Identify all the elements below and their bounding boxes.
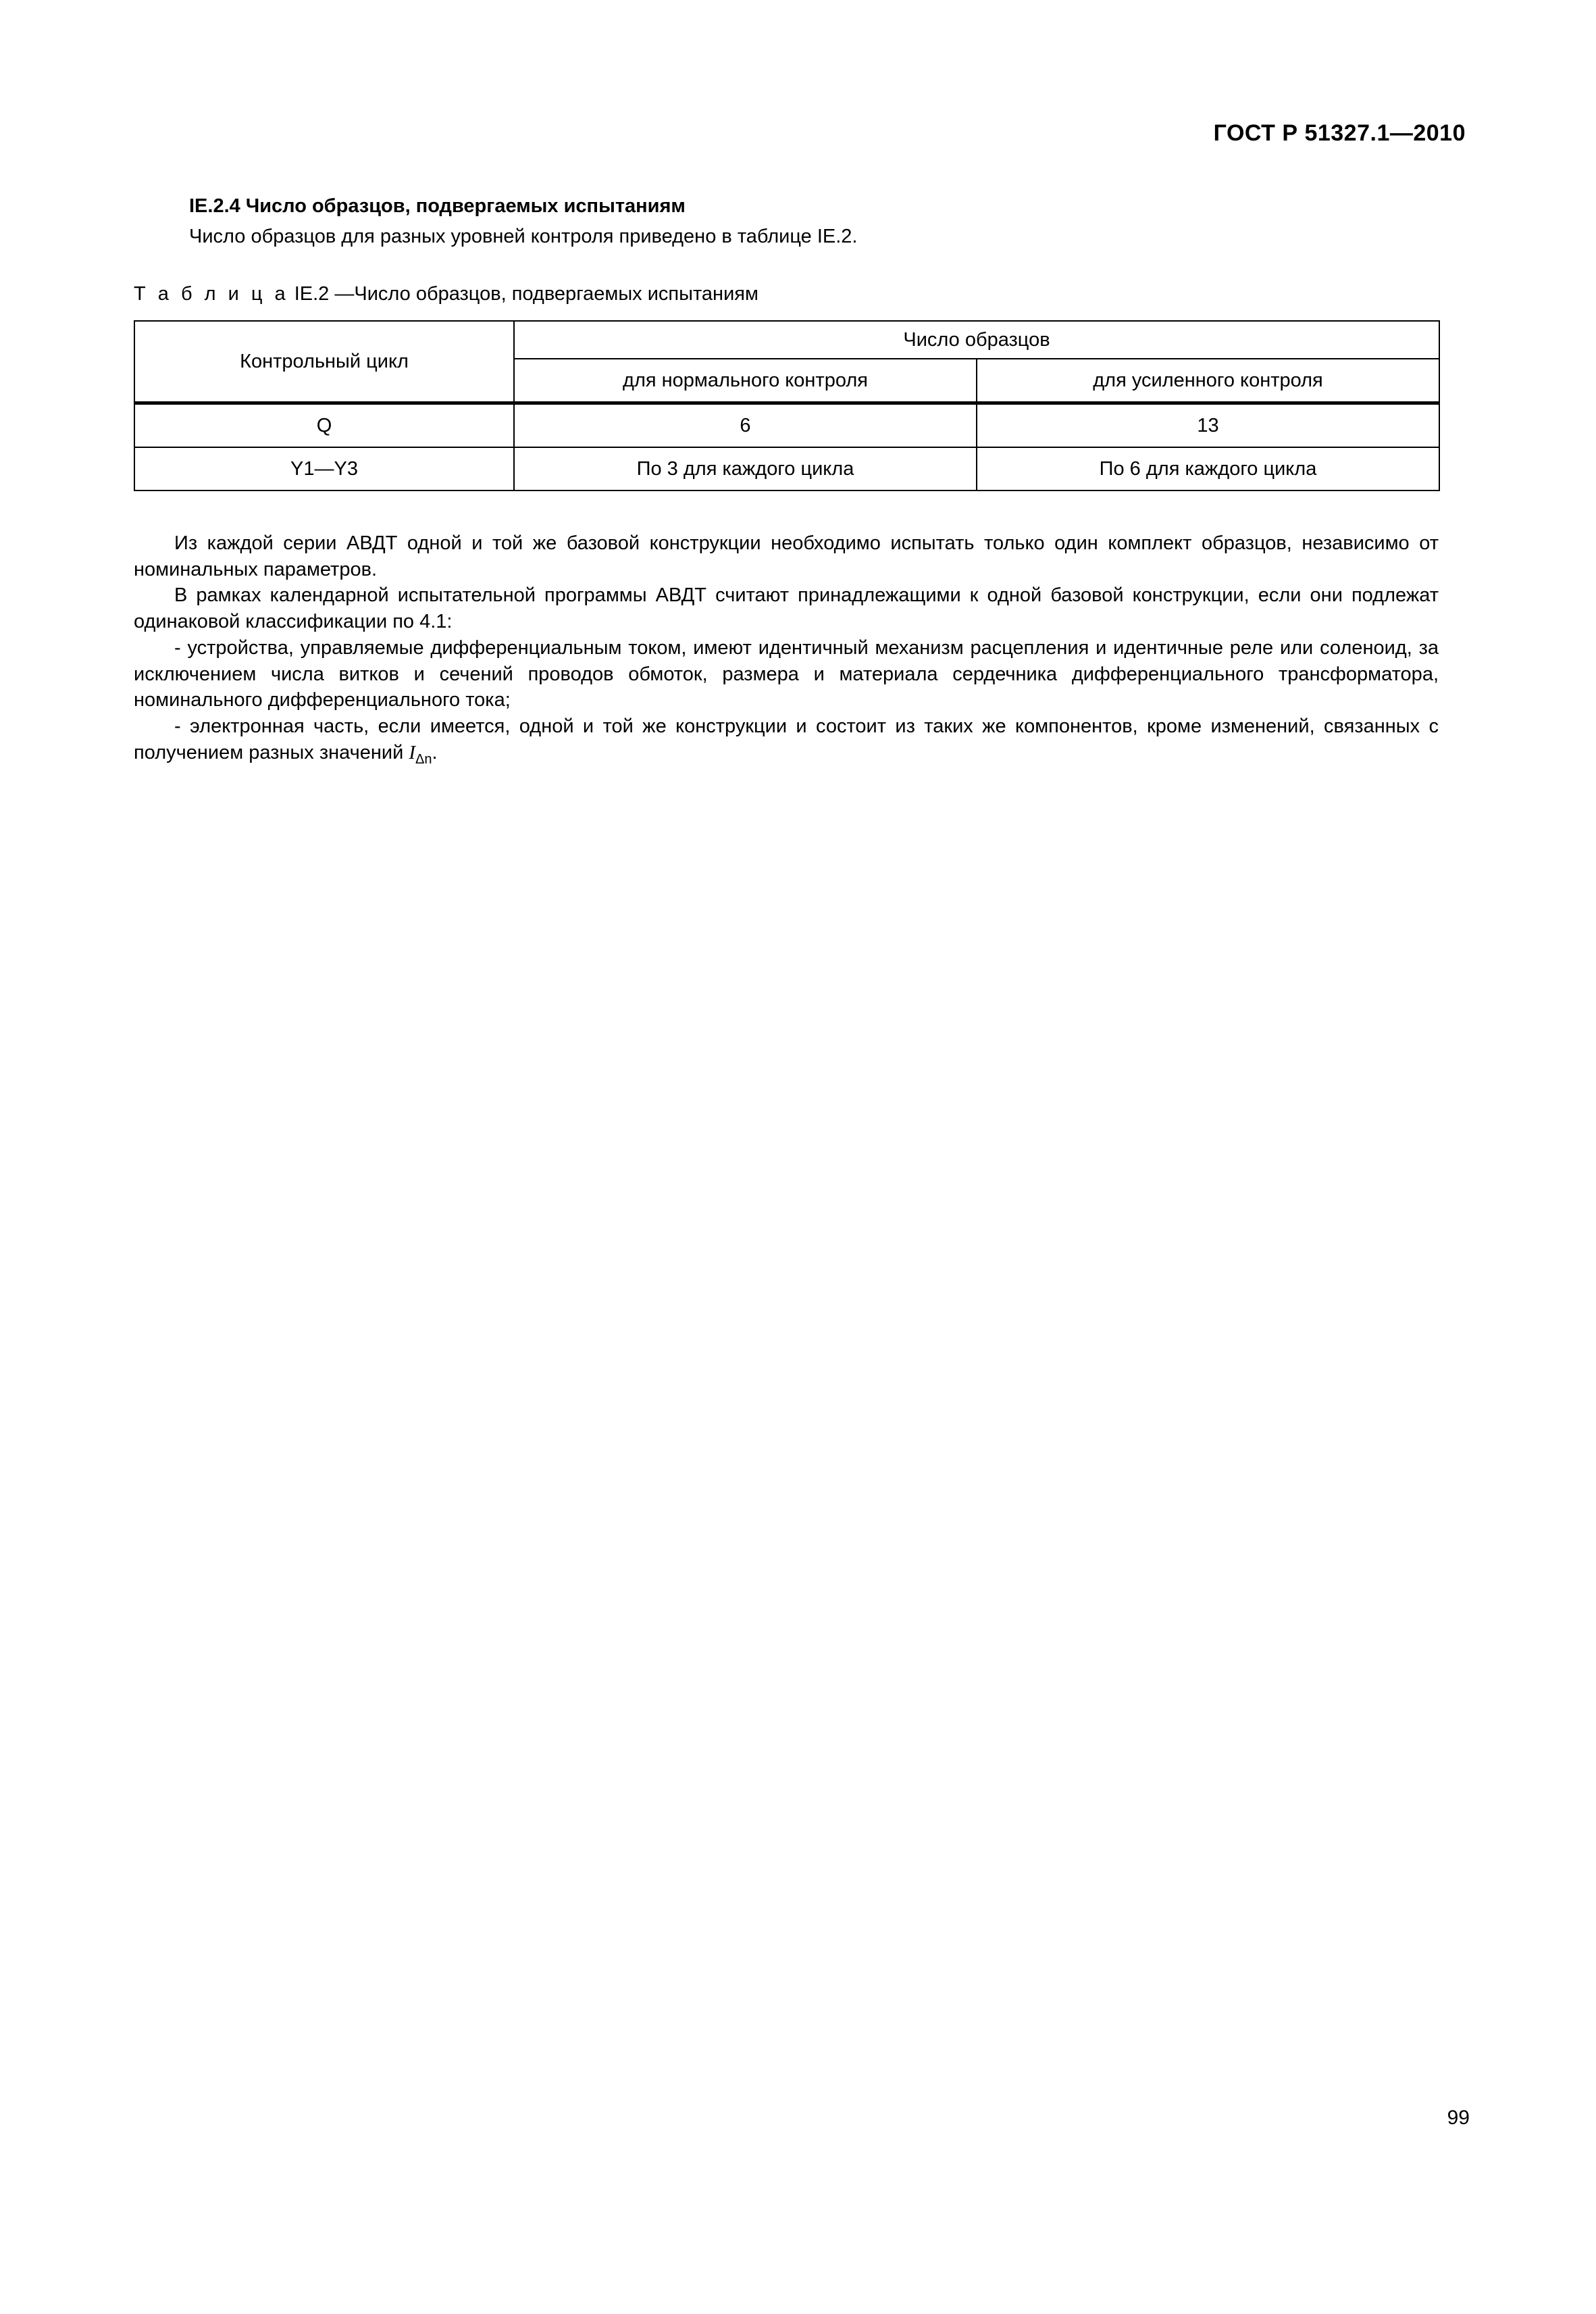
table-header-reinforced-control: для усиленного контроля [977, 359, 1439, 403]
table-caption-label: Т а б л и ц а [134, 283, 289, 305]
paragraph-4 [134, 713, 1439, 768]
body-text-block [134, 530, 1439, 768]
table-header-normal-control: для нормального контроля [514, 359, 977, 403]
samples-table [134, 320, 1440, 491]
paragraph-4-text: - электронная часть, если имеется, одной и той же конструкции и состоит из таких же компонентов, кроме изменений, связанных с получением разных значений [134, 715, 1439, 763]
page-content [126, 0, 1470, 768]
table-caption [134, 283, 1470, 305]
paragraph-1: Из каждой серии АВДТ одной и той же базовой конструкции необходимо испытать только один комплект образцов, независимо от номинальных параметров. [134, 532, 1439, 580]
table-row [134, 403, 1439, 448]
table-header-control-cycle: Контрольный цикл [134, 321, 514, 403]
table-cell-cycle: Q [134, 403, 514, 448]
table-header-group-samples: Число образцов [514, 321, 1439, 359]
table-caption-title: —Число образцов, подвергаемых испытаниям [334, 283, 758, 305]
current-symbol-subscript: Δn [415, 751, 432, 767]
page-number: 99 [1447, 2107, 1470, 2129]
table-caption-number: IE.2 [294, 283, 330, 305]
table-cell-reinforced: По 6 для каждого цикла [977, 447, 1439, 491]
table-cell-normal: По 3 для каждого цикла [514, 447, 977, 491]
paragraph-3: - устройства, управляемые дифференциальным током, имеют идентичный механизм расцепления и идентичные реле или соленоид, за исключением числа витков и сечений проводов обмоток, размера и материала сердечника дифференциального трансформатора, номинального дифференциального тока; [134, 636, 1439, 711]
current-symbol: I [409, 741, 416, 763]
paragraph-2: В рамках календарной испытательной программы АВДТ считают принадлежащими к одной базовой конструкции, если они подлежат одинаковой классификации по 4.1: [134, 584, 1439, 633]
table-header-row-1 [134, 321, 1439, 359]
document-standard-code: ГОСТ Р 51327.1—2010 [1213, 120, 1466, 146]
table-row [134, 447, 1439, 491]
section-intro-text: Число образцов для разных уровней контроля приведено в таблице IE.2. [189, 226, 858, 247]
table-cell-cycle: Y1—Y3 [134, 447, 514, 491]
table-cell-normal: 6 [514, 403, 977, 448]
section-heading: IE.2.4 Число образцов, подвергаемых испытаниям [189, 195, 686, 217]
paragraph-4-period: . [432, 741, 438, 763]
table-cell-reinforced: 13 [977, 403, 1439, 448]
